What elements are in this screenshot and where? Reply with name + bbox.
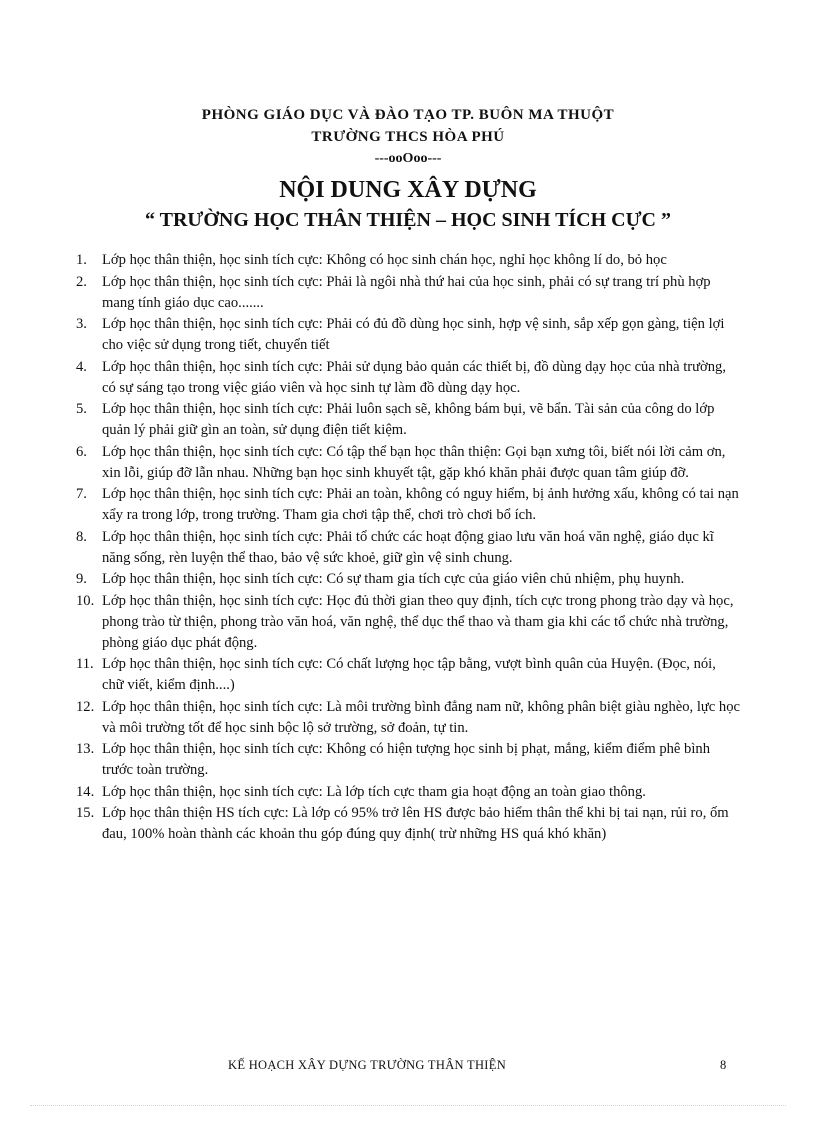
list-item bbox=[0, 739, 740, 781]
document-title: NỘI DUNG XÂY DỰNG bbox=[279, 177, 537, 203]
list-item-text: Lớp học thân thiện, học sinh tích cực: Là môi trường bình đẳng nam nữ, không phân biệt giàu nghèo, lực học và môi trường tốt để học sinh bộc lộ sở trường, sở đoản, tự tin. bbox=[102, 698, 740, 736]
page-number: 8 bbox=[720, 1058, 727, 1072]
list-item bbox=[0, 442, 740, 484]
document-header bbox=[0, 104, 816, 234]
list-item-number: 9. bbox=[76, 571, 87, 587]
list-item bbox=[0, 484, 740, 526]
list-item-number: 15. bbox=[76, 805, 95, 821]
list-item-text: Lớp học thân thiện, học sinh tích cực: Phải là ngôi nhà thứ hai của học sinh, phải có sự trang trí phù hợp mang tính giáo dục cao....... bbox=[102, 273, 711, 311]
list-item-text: Lớp học thân thiện, học sinh tích cực: Phải an toàn, không có nguy hiểm, bị ảnh hưởng xấu, không có tai nạn xẩy ra trong lớp, trong trường. Tham gia chơi tập thể, chơi trò chơi bổ ích. bbox=[102, 486, 739, 523]
list-item bbox=[0, 697, 740, 739]
list-item-number: 11. bbox=[76, 656, 94, 672]
list-item-text: Lớp học thân thiện, học sinh tích cực: Có chất lượng học tập bằng, vượt bình quân của Huyện. (Đọc, nói, chữ viết, kiểm định....) bbox=[102, 656, 716, 693]
list-item bbox=[0, 803, 740, 845]
list-item-number: 3. bbox=[76, 316, 87, 332]
list-item bbox=[0, 399, 740, 441]
list-item-text: Lớp học thân thiện, học sinh tích cực: Là lớp tích cực tham gia hoạt động an toàn giao thông. bbox=[102, 783, 646, 800]
list-item-text: Lớp học thân thiện, học sinh tích cực: Có tập thể bạn học thân thiện: Gọi bạn xưng tôi, biết nói lời cảm ơn, xin lỗi, giúp đỡ lẫn nhau. Những bạn học sinh khuyết tật, gặp khó khăn phải được quan tâm giúp đỡ. bbox=[102, 443, 726, 481]
content-list bbox=[0, 250, 740, 846]
list-item-number: 10. bbox=[76, 592, 95, 609]
list-item-text: Lớp học thân thiện, học sinh tích cực: Không có học sinh chán học, nghỉ học không lí do, bỏ học bbox=[102, 252, 667, 268]
list-item-text: Lớp học thân thiện, học sinh tích cực: Có sự tham gia tích cực của giáo viên chủ nhiệm, phụ huynh. bbox=[102, 571, 685, 587]
header-separator: ---ooOoo--- bbox=[374, 151, 442, 166]
list-item-text: Lớp học thân thiện, học sinh tích cực: Phải sử dụng bảo quản các thiết bị, đồ dùng dạy học của nhà trường, có sự sáng tạo trong việc giáo viên và học sinh tự làm đồ dùng dạy học. bbox=[102, 358, 726, 396]
list-item-number: 7. bbox=[76, 486, 87, 502]
list-item bbox=[0, 654, 740, 696]
list-item bbox=[0, 357, 740, 399]
list-item bbox=[0, 569, 740, 590]
department-name: PHÒNG GIÁO DỤC VÀ ĐÀO TẠO TP. BUÔN MA THUỘT bbox=[201, 107, 615, 123]
list-item-number: 12. bbox=[76, 698, 95, 715]
list-item bbox=[0, 250, 740, 271]
list-item bbox=[0, 591, 740, 654]
list-item-number: 4. bbox=[76, 358, 87, 375]
list-item-number: 5. bbox=[76, 401, 87, 417]
list-item-text: Lớp học thân thiện, học sinh tích cực: Không có hiện tượng học sinh bị phạt, mắng, kiểm điểm phê bình trước toàn trường. bbox=[102, 741, 710, 778]
document-subtitle: “ TRƯỜNG HỌC THÂN THIỆN – HỌC SINH TÍCH CỰC ” bbox=[144, 209, 671, 231]
list-item-text: Lớp học thân thiện HS tích cực: Là lớp có 95% trở lên HS được bảo hiểm thân thể khi bị tai nạn, rủi ro, ốm đau, 100% hoàn thành các khoản thu góp đúng quy định( trừ những HS quá khó khăn) bbox=[102, 805, 729, 842]
list-item-number: 6. bbox=[76, 443, 87, 460]
list-item-number: 1. bbox=[76, 252, 87, 268]
list-item-text: Lớp học thân thiện, học sinh tích cực: Học đủ thời gian theo quy định, tích cực trong phong trào dạy và học, phong trào từ thiện, phong trào văn hoá, văn nghệ, thể dục thể thao và tham gia khi các tổ chức nhà trường, phòng giáo dục phát động. bbox=[102, 592, 734, 651]
list-item-number: 2. bbox=[76, 273, 87, 290]
list-item-number: 14. bbox=[76, 783, 95, 800]
list-item-text: Lớp học thân thiện, học sinh tích cực: Phải tổ chức các hoạt động giao lưu văn hoá văn nghệ, giáo dục kĩ năng sống, rèn luyện thể thao, bảo vệ sức khoẻ, giữ gìn vệ sinh chung. bbox=[102, 528, 714, 566]
page-bottom-divider bbox=[30, 1105, 786, 1106]
list-item-text: Lớp học thân thiện, học sinh tích cực: Phải có đủ đồ dùng học sinh, hợp vệ sinh, sắp xếp gọn gàng, tiện lợi cho việc sử dụng trong tiết, chuyển tiết bbox=[102, 316, 725, 353]
list-item bbox=[0, 314, 740, 356]
footer-title: KẾ HOẠCH XÂY DỰNG TRƯỜNG THÂN THIỆN bbox=[228, 1058, 507, 1072]
list-item-text: Lớp học thân thiện, học sinh tích cực: Phải luôn sạch sẽ, không bám bụi, vẽ bẩn. Tài sản của công do lớp quản lý phải giữ gìn an toàn, sử dụng điện tiết kiệm. bbox=[102, 401, 715, 438]
list-item bbox=[0, 527, 740, 569]
school-name: TRƯỜNG THCS HÒA PHÚ bbox=[311, 129, 505, 145]
list-item bbox=[0, 272, 740, 314]
list-item bbox=[0, 782, 740, 803]
list-item-number: 13. bbox=[76, 741, 95, 757]
list-item-number: 8. bbox=[76, 528, 87, 545]
